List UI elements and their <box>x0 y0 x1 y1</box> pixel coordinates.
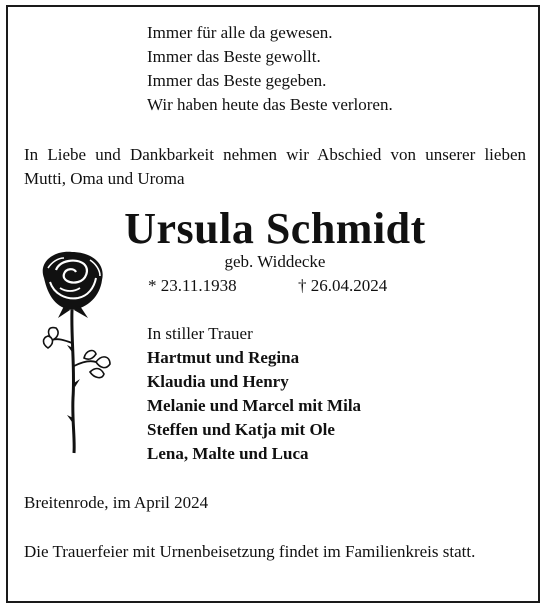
poem-line: Wir haben heute das Beste verloren. <box>147 95 393 114</box>
memorial-poem <box>147 21 393 117</box>
poem-line: Immer für alle da gewesen. <box>147 23 333 42</box>
mourner-name: Steffen und Katja mit Ole <box>147 420 335 439</box>
rose-icon <box>34 248 114 458</box>
farewell-intro: In Liebe und Dankbarkeit nehmen wir Abschied von unserer lieben Mutti, Oma und Uroma <box>24 145 526 188</box>
birth-date: * 23.11.1938 <box>148 276 237 295</box>
poem-line: Immer das Beste gegeben. <box>147 71 327 90</box>
mourner-name: Hartmut und Regina <box>147 348 300 367</box>
service-note: Die Trauerfeier mit Urnenbeisetzung findet im Familienkreis statt. <box>24 542 476 561</box>
mourners-block <box>147 322 361 466</box>
mourner-name: Lena, Malte und Luca <box>147 444 309 463</box>
mourner-name: Melanie und Marcel mit Mila <box>147 396 362 415</box>
mourning-phrase: In stiller Trauer <box>147 324 253 343</box>
deceased-name: Ursula Schmidt <box>124 204 426 253</box>
maiden-name: geb. Widdecke <box>224 252 326 271</box>
place-date: Breitenrode, im April 2024 <box>24 493 209 512</box>
mourner-name: Klaudia und Henry <box>147 372 289 391</box>
poem-line: Immer das Beste gewollt. <box>147 47 321 66</box>
death-date: † 26.04.2024 <box>298 276 388 295</box>
